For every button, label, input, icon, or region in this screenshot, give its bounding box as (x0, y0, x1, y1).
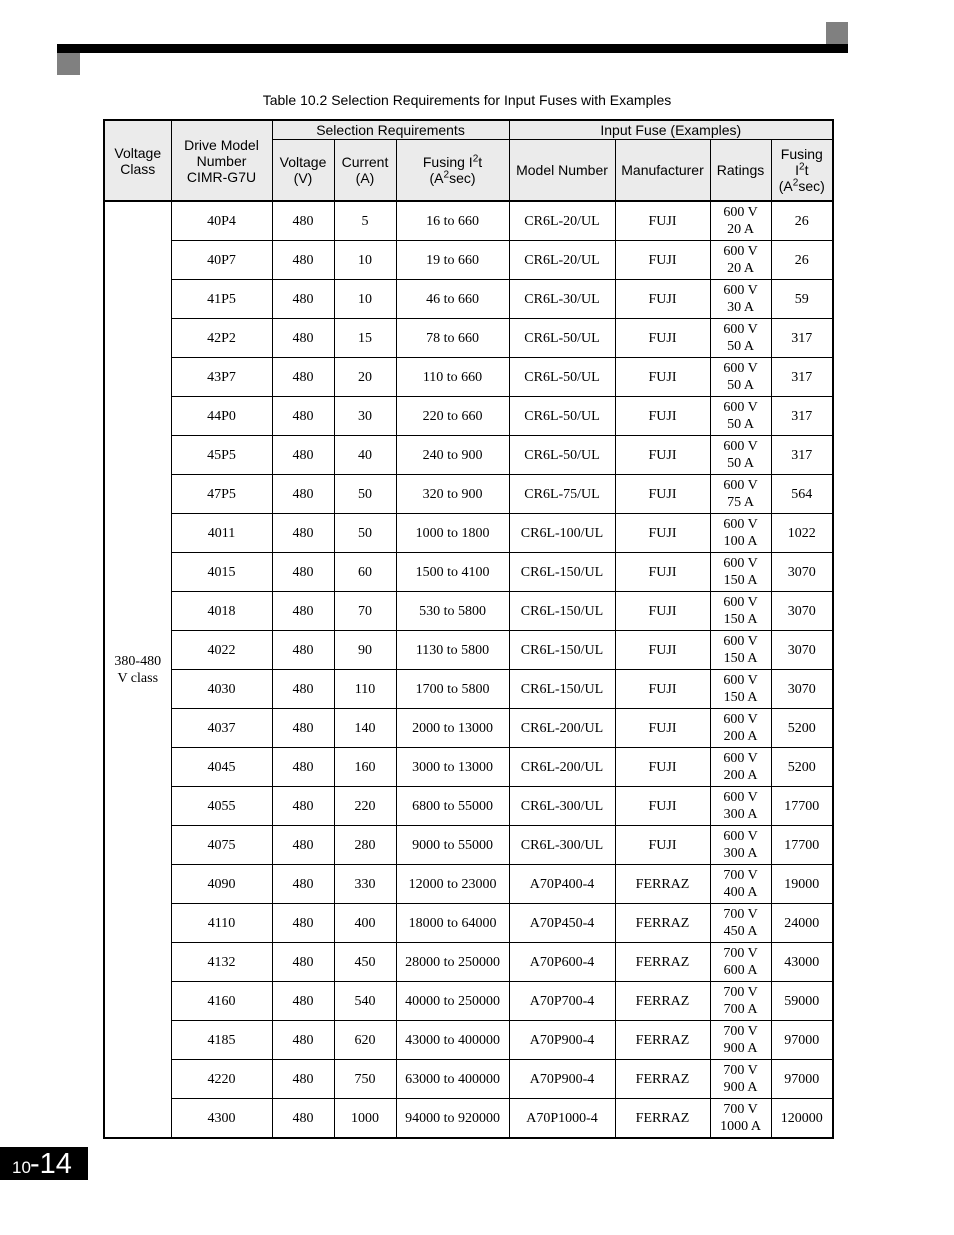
current-cell: 220 (334, 787, 396, 826)
voltage-cell: 480 (272, 397, 334, 436)
current-cell: 750 (334, 1060, 396, 1099)
fuse-i2t-cell: 17700 (771, 787, 833, 826)
fuse-i2t-cell: 3070 (771, 670, 833, 709)
fuse-model-cell: A70P600-4 (509, 943, 615, 982)
fuse-model-cell: CR6L-150/UL (509, 592, 615, 631)
rating-voltage: 600 V (723, 595, 758, 610)
current-cell: 1000 (334, 1099, 396, 1139)
rating-voltage: 600 V (723, 439, 758, 454)
fusing-i2t-cell: 220 to 660 (396, 397, 509, 436)
rating-cell (710, 709, 771, 748)
voltage-cell: 480 (272, 280, 334, 319)
rating-cell (710, 397, 771, 436)
current-cell: 110 (334, 670, 396, 709)
rating-cell (710, 358, 771, 397)
rating-voltage: 600 V (723, 556, 758, 571)
rating-current: 20 A (727, 261, 754, 276)
voltage-cell: 480 (272, 943, 334, 982)
voltage-cell: 480 (272, 1099, 334, 1139)
rating-voltage: 600 V (723, 673, 758, 688)
fuse-i2t-cell: 1022 (771, 514, 833, 553)
voltage-cell: 480 (272, 319, 334, 358)
drive-model-cell: 4300 (171, 1099, 272, 1139)
fuse-i2t-cell: 5200 (771, 748, 833, 787)
rating-cell (710, 904, 771, 943)
current-cell: 20 (334, 358, 396, 397)
fuse-i2t-cell: 120000 (771, 1099, 833, 1139)
fuse-model-cell: CR6L-50/UL (509, 397, 615, 436)
rating-voltage: 700 V (723, 1102, 758, 1117)
fuse-model-cell: CR6L-300/UL (509, 787, 615, 826)
fuse-i2t-cell: 317 (771, 319, 833, 358)
fusing-i2t-cell: 9000 to 55000 (396, 826, 509, 865)
rating-current: 300 A (723, 846, 758, 861)
fuse-model-cell: CR6L-200/UL (509, 709, 615, 748)
voltage-cell: 480 (272, 241, 334, 280)
rating-cell (710, 787, 771, 826)
voltage-cell: 480 (272, 1021, 334, 1060)
voltage-cell: 480 (272, 982, 334, 1021)
fuse-i2t-cell: 317 (771, 436, 833, 475)
rating-cell (710, 1060, 771, 1099)
drive-model-cell: 45P5 (171, 436, 272, 475)
rating-voltage: 600 V (723, 283, 758, 298)
current-cell: 15 (334, 319, 396, 358)
drive-model-cell: 41P5 (171, 280, 272, 319)
fusing-i2t-cell: 12000 to 23000 (396, 865, 509, 904)
table-row (104, 592, 833, 631)
fusing-i2t-cell: 1700 to 5800 (396, 670, 509, 709)
voltage-class-line2: V class (117, 670, 159, 686)
manufacturer-cell: FERRAZ (615, 943, 710, 982)
rating-current: 50 A (727, 417, 754, 432)
rating-voltage: 600 V (723, 361, 758, 376)
header-voltage-class: Voltage Class (104, 120, 171, 201)
fusing-i2t-cell: 3000 to 13000 (396, 748, 509, 787)
fuse-model-cell: CR6L-300/UL (509, 826, 615, 865)
manufacturer-cell: FUJI (615, 241, 710, 280)
rating-voltage: 700 V (723, 1063, 758, 1078)
fuse-i2t-cell: 97000 (771, 1021, 833, 1060)
table-row (104, 241, 833, 280)
voltage-cell: 480 (272, 709, 334, 748)
current-cell: 400 (334, 904, 396, 943)
header-ratings: Ratings (710, 140, 771, 202)
manufacturer-cell: FUJI (615, 787, 710, 826)
manufacturer-cell: FUJI (615, 592, 710, 631)
current-cell: 160 (334, 748, 396, 787)
fuse-model-cell: CR6L-150/UL (509, 631, 615, 670)
fuse-i2t-cell: 317 (771, 358, 833, 397)
voltage-cell: 480 (272, 436, 334, 475)
fuse-i2t-cell: 26 (771, 201, 833, 241)
fusing-i2t-cell: 1000 to 1800 (396, 514, 509, 553)
table-row (104, 475, 833, 514)
rating-current: 900 A (723, 1080, 758, 1095)
rating-current: 200 A (723, 729, 758, 744)
drive-model-cell: 4185 (171, 1021, 272, 1060)
fuse-model-cell: CR6L-20/UL (509, 241, 615, 280)
fuse-i2t-cell: 3070 (771, 553, 833, 592)
rating-current: 20 A (727, 222, 754, 237)
manufacturer-cell: FUJI (615, 514, 710, 553)
manufacturer-cell: FUJI (615, 358, 710, 397)
table-row (104, 787, 833, 826)
rating-voltage: 700 V (723, 946, 758, 961)
drive-model-cell: 4011 (171, 514, 272, 553)
rating-voltage: 600 V (723, 400, 758, 415)
drive-model-cell: 4090 (171, 865, 272, 904)
fuse-i2t-cell: 3070 (771, 631, 833, 670)
table-row (104, 358, 833, 397)
current-cell: 280 (334, 826, 396, 865)
manufacturer-cell: FERRAZ (615, 904, 710, 943)
fuse-model-cell: CR6L-75/UL (509, 475, 615, 514)
rating-cell (710, 241, 771, 280)
manufacturer-cell: FERRAZ (615, 1021, 710, 1060)
voltage-cell: 480 (272, 826, 334, 865)
drive-model-cell: 47P5 (171, 475, 272, 514)
manufacturer-cell: FUJI (615, 280, 710, 319)
fuse-i2t-cell: 3070 (771, 592, 833, 631)
voltage-cell: 480 (272, 1060, 334, 1099)
fusing-i2t-cell: 320 to 900 (396, 475, 509, 514)
current-cell: 450 (334, 943, 396, 982)
drive-model-cell: 4045 (171, 748, 272, 787)
table-caption: Table 10.2 Selection Requirements for Input Fuses with Examples (262, 92, 672, 108)
rating-current: 50 A (727, 456, 754, 471)
fusing-i2t-cell: 1500 to 4100 (396, 553, 509, 592)
rating-voltage: 700 V (723, 907, 758, 922)
fusing-i2t-cell: 43000 to 400000 (396, 1021, 509, 1060)
header-rule (57, 44, 848, 53)
header-fusing-i2t: Fusing $I^2t$ $(A^2\sec)$ (396, 140, 509, 202)
current-cell: 620 (334, 1021, 396, 1060)
table-row (104, 553, 833, 592)
manufacturer-cell: FUJI (615, 397, 710, 436)
fusing-i2t-cell: 6800 to 55000 (396, 787, 509, 826)
table-row (104, 631, 833, 670)
voltage-cell: 480 (272, 904, 334, 943)
rating-current: 50 A (727, 339, 754, 354)
rating-current: 75 A (727, 495, 754, 510)
fuse-i2t-cell: 564 (771, 475, 833, 514)
current-cell: 50 (334, 514, 396, 553)
fuse-i2t-cell: 97000 (771, 1060, 833, 1099)
rating-voltage: 700 V (723, 1024, 758, 1039)
drive-model-cell: 4110 (171, 904, 272, 943)
drive-model-cell: 4018 (171, 592, 272, 631)
header-side-block (57, 53, 80, 75)
table-body (104, 201, 833, 1138)
manufacturer-cell: FUJI (615, 475, 710, 514)
rating-voltage: 600 V (723, 322, 758, 337)
manufacturer-cell: FUJI (615, 748, 710, 787)
current-cell: 90 (334, 631, 396, 670)
header-corner-block (826, 22, 848, 44)
table-row (104, 397, 833, 436)
rating-voltage: 600 V (723, 478, 758, 493)
rating-voltage: 600 V (723, 790, 758, 805)
rating-voltage: 600 V (723, 634, 758, 649)
drive-model-cell: 44P0 (171, 397, 272, 436)
rating-current: 900 A (723, 1041, 758, 1056)
drive-model-cell: 40P7 (171, 241, 272, 280)
table-row (104, 748, 833, 787)
fusing-i2t-cell: 63000 to 400000 (396, 1060, 509, 1099)
table-row (104, 865, 833, 904)
voltage-cell: 480 (272, 787, 334, 826)
fusing-i2t-cell: 530 to 5800 (396, 592, 509, 631)
manufacturer-cell: FERRAZ (615, 865, 710, 904)
rating-current: 150 A (723, 690, 758, 705)
page-number: -14 (30, 1148, 72, 1180)
fuse-i2t-cell: 17700 (771, 826, 833, 865)
current-cell: 10 (334, 280, 396, 319)
fusing-i2t-cell: 1130 to 5800 (396, 631, 509, 670)
fuse-model-cell: CR6L-50/UL (509, 436, 615, 475)
drive-model-cell: 4075 (171, 826, 272, 865)
table-row (104, 1021, 833, 1060)
rating-cell (710, 553, 771, 592)
manufacturer-cell: FUJI (615, 631, 710, 670)
current-cell: 40 (334, 436, 396, 475)
rating-cell (710, 748, 771, 787)
table-row (104, 514, 833, 553)
rating-current: 200 A (723, 768, 758, 783)
chapter-number: 10 (12, 1158, 31, 1177)
rating-current: 400 A (723, 885, 758, 900)
header-selection-requirements: Selection Requirements (272, 120, 509, 140)
table-header (104, 120, 833, 201)
current-cell: 140 (334, 709, 396, 748)
rating-current: 600 A (723, 963, 758, 978)
table-row (104, 943, 833, 982)
fusing-i2t-cell: 46 to 660 (396, 280, 509, 319)
header-current: Current (A) (334, 140, 396, 202)
rating-current: 1000 A (720, 1119, 761, 1134)
current-cell: 30 (334, 397, 396, 436)
current-cell: 60 (334, 553, 396, 592)
table-row (104, 280, 833, 319)
fuse-model-cell: A70P900-4 (509, 1021, 615, 1060)
rating-cell (710, 436, 771, 475)
fuse-model-cell: CR6L-150/UL (509, 670, 615, 709)
drive-model-cell: 4037 (171, 709, 272, 748)
rating-voltage: 600 V (723, 517, 758, 532)
fuse-i2t-cell: 19000 (771, 865, 833, 904)
fuse-i2t-cell: 24000 (771, 904, 833, 943)
rating-current: 150 A (723, 573, 758, 588)
fuse-model-cell: CR6L-150/UL (509, 553, 615, 592)
manufacturer-cell: FUJI (615, 709, 710, 748)
fuse-model-cell: CR6L-20/UL (509, 201, 615, 241)
fusing-i2t-cell: 18000 to 64000 (396, 904, 509, 943)
header-fuse-i2t: Fusing $I^2t$ $(A^2\sec)$ (771, 140, 833, 202)
table-row (104, 1099, 833, 1139)
voltage-cell: 480 (272, 358, 334, 397)
current-cell: 70 (334, 592, 396, 631)
rating-voltage: 600 V (723, 244, 758, 259)
page-number-tab (0, 1147, 88, 1180)
rating-current: 700 A (723, 1002, 758, 1017)
fuse-i2t-cell: 5200 (771, 709, 833, 748)
rating-cell (710, 319, 771, 358)
header-drive-model: Drive Model Number CIMR-G7U (171, 120, 272, 201)
manufacturer-cell: FUJI (615, 436, 710, 475)
manufacturer-cell: FUJI (615, 826, 710, 865)
drive-model-cell: 4030 (171, 670, 272, 709)
manufacturer-cell: FUJI (615, 670, 710, 709)
table-row (104, 826, 833, 865)
rating-current: 100 A (723, 534, 758, 549)
rating-voltage: 700 V (723, 868, 758, 883)
drive-model-cell: 4160 (171, 982, 272, 1021)
manufacturer-cell: FERRAZ (615, 1099, 710, 1139)
fuse-model-cell: CR6L-200/UL (509, 748, 615, 787)
rating-current: 300 A (723, 807, 758, 822)
rating-cell (710, 1021, 771, 1060)
table-row (104, 670, 833, 709)
fuse-model-cell: A70P400-4 (509, 865, 615, 904)
voltage-cell: 480 (272, 865, 334, 904)
rating-cell (710, 475, 771, 514)
rating-voltage: 700 V (723, 985, 758, 1000)
fuse-model-cell: CR6L-50/UL (509, 319, 615, 358)
table-row (104, 201, 833, 241)
fuse-model-cell: A70P1000-4 (509, 1099, 615, 1139)
current-cell: 5 (334, 201, 396, 241)
fusing-i2t-cell: 110 to 660 (396, 358, 509, 397)
rating-cell (710, 201, 771, 241)
rating-current: 50 A (727, 378, 754, 393)
rating-cell (710, 826, 771, 865)
rating-current: 150 A (723, 651, 758, 666)
rating-voltage: 600 V (723, 205, 758, 220)
rating-current: 30 A (727, 300, 754, 315)
current-cell: 10 (334, 241, 396, 280)
voltage-cell: 480 (272, 631, 334, 670)
rating-cell (710, 865, 771, 904)
table-row (104, 319, 833, 358)
current-cell: 330 (334, 865, 396, 904)
manufacturer-cell: FUJI (615, 319, 710, 358)
voltage-cell: 480 (272, 201, 334, 241)
drive-model-cell: 42P2 (171, 319, 272, 358)
fuse-i2t-cell: 317 (771, 397, 833, 436)
fuse-i2t-cell: 26 (771, 241, 833, 280)
rating-cell (710, 670, 771, 709)
header-manufacturer: Manufacturer (615, 140, 710, 202)
drive-model-cell: 4132 (171, 943, 272, 982)
drive-model-cell: 4022 (171, 631, 272, 670)
fusing-i2t-cell: 19 to 660 (396, 241, 509, 280)
fuse-model-cell: CR6L-30/UL (509, 280, 615, 319)
header-input-fuse-examples: Input Fuse (Examples) (509, 120, 833, 140)
rating-current: 450 A (723, 924, 758, 939)
fuse-model-cell: A70P450-4 (509, 904, 615, 943)
fusing-i2t-cell: 28000 to 250000 (396, 943, 509, 982)
current-cell: 50 (334, 475, 396, 514)
rating-current: 150 A (723, 612, 758, 627)
fuse-model-cell: CR6L-50/UL (509, 358, 615, 397)
fuse-i2t-cell: 59 (771, 280, 833, 319)
fusing-i2t-cell: 40000 to 250000 (396, 982, 509, 1021)
manufacturer-cell: FERRAZ (615, 1060, 710, 1099)
rating-cell (710, 1099, 771, 1139)
table-row (104, 709, 833, 748)
fuse-model-cell: A70P700-4 (509, 982, 615, 1021)
voltage-cell: 480 (272, 475, 334, 514)
fusing-i2t-cell: 2000 to 13000 (396, 709, 509, 748)
fusing-i2t-cell: 78 to 660 (396, 319, 509, 358)
current-cell: 540 (334, 982, 396, 1021)
table-row (104, 436, 833, 475)
fusing-i2t-cell: 16 to 660 (396, 201, 509, 241)
voltage-cell: 480 (272, 514, 334, 553)
rating-cell (710, 982, 771, 1021)
fuse-i2t-cell: 43000 (771, 943, 833, 982)
voltage-cell: 480 (272, 553, 334, 592)
fuse-i2t-cell: 59000 (771, 982, 833, 1021)
fusing-i2t-cell: 94000 to 920000 (396, 1099, 509, 1139)
rating-cell (710, 943, 771, 982)
voltage-cell: 480 (272, 748, 334, 787)
fuse-model-cell: A70P900-4 (509, 1060, 615, 1099)
drive-model-cell: 43P7 (171, 358, 272, 397)
rating-voltage: 600 V (723, 751, 758, 766)
voltage-cell: 480 (272, 670, 334, 709)
manufacturer-cell: FUJI (615, 553, 710, 592)
manufacturer-cell: FERRAZ (615, 982, 710, 1021)
voltage-class-cell (104, 201, 171, 1138)
drive-model-cell: 4015 (171, 553, 272, 592)
rating-voltage: 600 V (723, 712, 758, 727)
manufacturer-cell: FUJI (615, 201, 710, 241)
voltage-cell: 480 (272, 592, 334, 631)
rating-cell (710, 514, 771, 553)
table-row (104, 1060, 833, 1099)
header-voltage: Voltage (V) (272, 140, 334, 202)
header-model-number: Model Number (509, 140, 615, 202)
rating-cell (710, 631, 771, 670)
rating-cell (710, 280, 771, 319)
voltage-class-line1: 380-480 (114, 653, 162, 669)
rating-voltage: 600 V (723, 829, 758, 844)
drive-model-cell: 4055 (171, 787, 272, 826)
fusing-i2t-cell: 240 to 900 (396, 436, 509, 475)
fuse-model-cell: CR6L-100/UL (509, 514, 615, 553)
rating-cell (710, 592, 771, 631)
table-row (104, 904, 833, 943)
drive-model-cell: 4220 (171, 1060, 272, 1099)
fuse-selection-table (103, 119, 834, 1139)
drive-model-cell: 40P4 (171, 201, 272, 241)
table-row (104, 982, 833, 1021)
